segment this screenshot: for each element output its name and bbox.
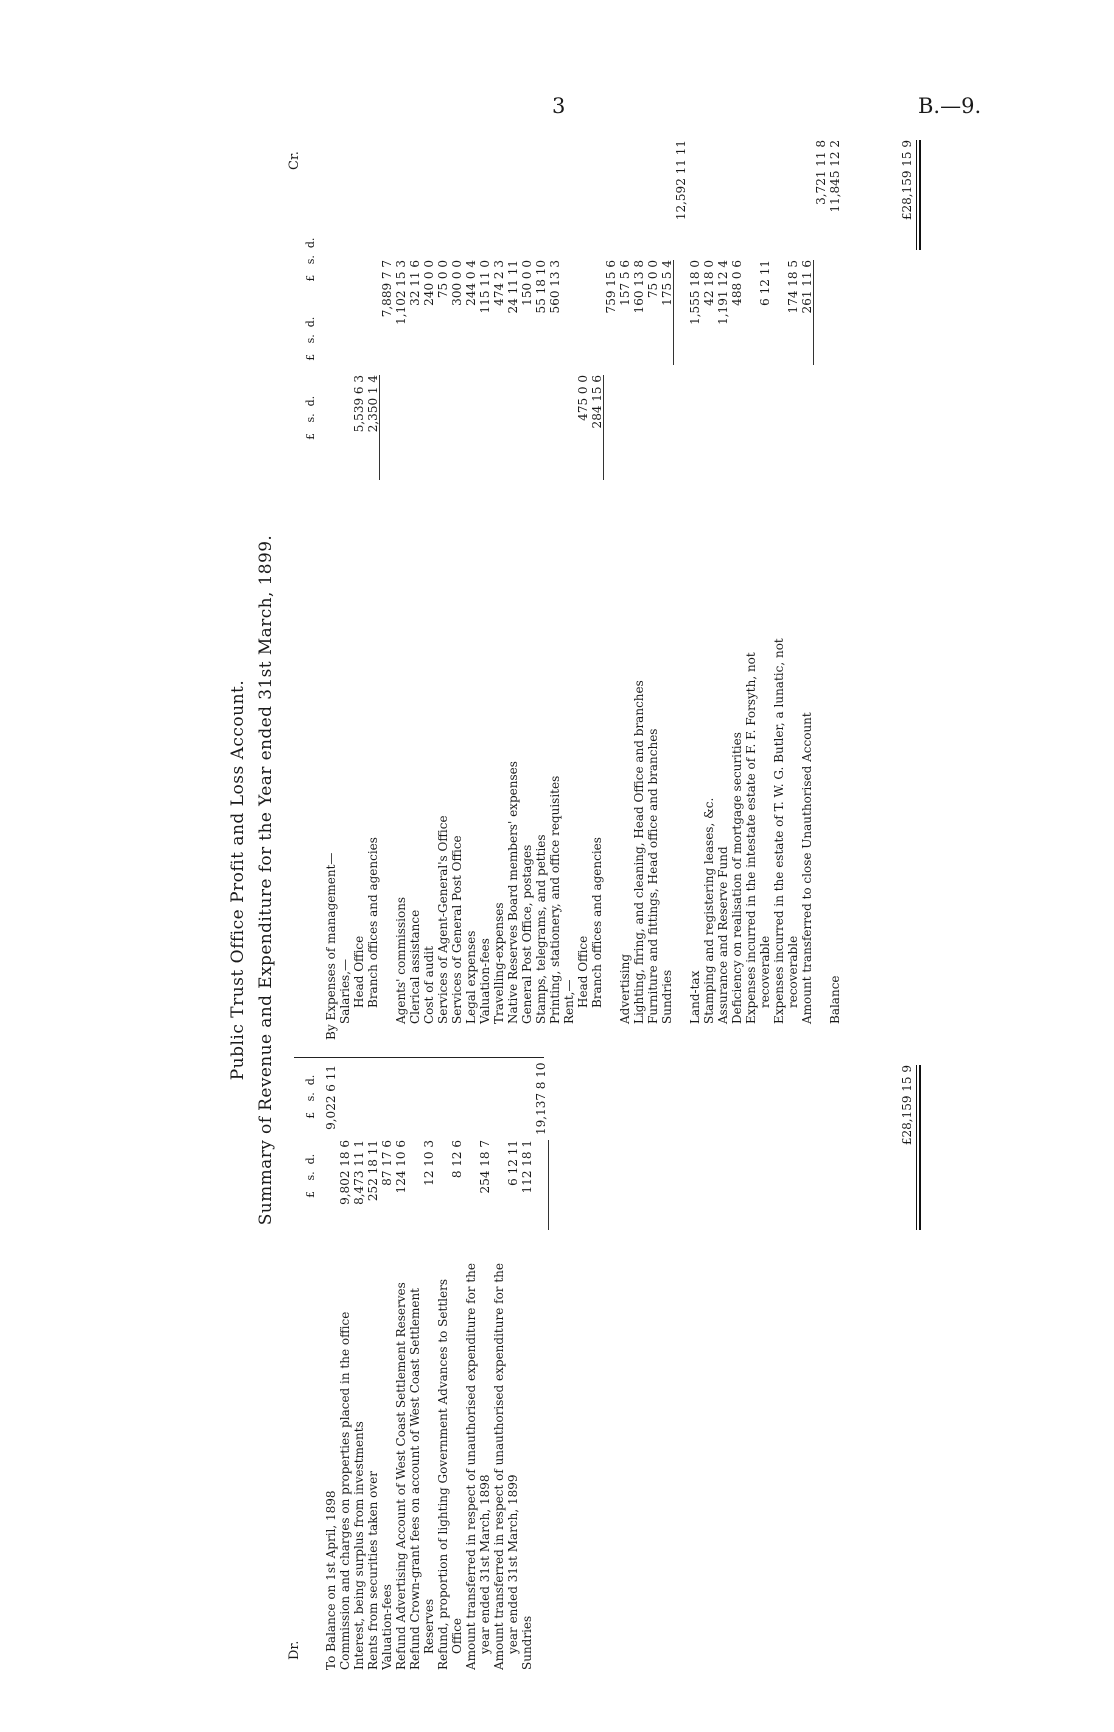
credit-row-amount-c2: 174 18 5 xyxy=(786,260,800,314)
credit-row-amount-c2: 560 13 3 xyxy=(548,260,562,314)
debit-subtotal-rule xyxy=(548,1140,549,1230)
credit-row-label: General Post Office, postages xyxy=(520,844,534,1024)
debit-row-amount-c2: 9,022 6 11 xyxy=(324,1065,338,1130)
credit-row-amount-c2: 240 0 0 xyxy=(422,260,436,306)
credit-row-amount-c3: 12,592 11 11 xyxy=(674,140,688,221)
credit-row xyxy=(716,90,730,1040)
credit-row xyxy=(408,90,422,1040)
debit-row-amount-c1: 87 17 6 xyxy=(380,1140,394,1186)
credit-row xyxy=(814,90,828,1040)
credit-row-label: Furniture and fittings, Head office and branches xyxy=(646,728,660,1024)
credit-row-amount-c2: 1,555 18 0 xyxy=(688,260,702,325)
credit-row-amount-c3: 11,845 12 2 xyxy=(828,140,842,213)
credit-row xyxy=(744,90,758,1040)
credit-row xyxy=(632,90,646,1040)
credit-row xyxy=(646,90,660,1040)
credit-row xyxy=(534,90,548,1040)
debit-row-label: Refund, proportion of lighting Government Advances to Settlers xyxy=(436,1279,450,1670)
debit-row-amount-c1: 8 12 6 xyxy=(450,1140,464,1179)
debit-row xyxy=(506,1070,520,1670)
debit-row xyxy=(422,1070,436,1670)
credit-row-amount-c2: 150 0 0 xyxy=(520,260,534,306)
credit-row xyxy=(422,90,436,1040)
credit-row xyxy=(702,90,716,1040)
debit-row-amount-c1: 252 18 11 xyxy=(366,1140,380,1202)
credit-column-headings: £ s. d. £ s. d. £ s. d. xyxy=(304,237,317,440)
credit-side xyxy=(288,90,928,1040)
credit-row-label: Lighting, firing, and cleaning, Head Office and branches xyxy=(632,680,646,1024)
debit-row-label: Amount transferred in respect of unauthorised expenditure for the xyxy=(464,1263,478,1670)
debit-row-label: Valuation-fees xyxy=(380,1584,394,1670)
credit-row-amount-c3: 3,721 11 8 xyxy=(814,140,828,205)
credit-row xyxy=(828,90,842,1040)
credit-row-amount-c2: 157 5 6 xyxy=(618,260,632,306)
credit-row-amount-c2: 759 15 6 xyxy=(604,260,618,314)
debit-row xyxy=(408,1070,422,1670)
credit-row-label: Services of Agent-General's Office xyxy=(436,815,450,1024)
credit-row xyxy=(604,90,618,1040)
credit-row-amount-c1: 2,350 1 4 xyxy=(366,375,380,433)
debit-row-amount-c1: 8,473 11 1 xyxy=(352,1140,366,1205)
credit-row-label: recoverable xyxy=(786,935,800,1008)
credit-row-amount-c2: 6 12 11 xyxy=(758,260,772,306)
debit-row-amount-c1: 9,802 18 6 xyxy=(338,1140,352,1205)
credit-row-label: Branch offices and agencies xyxy=(590,837,604,1008)
credit-row xyxy=(800,90,814,1040)
credit-row xyxy=(758,90,772,1040)
credit-row-label: Rent,— xyxy=(562,979,576,1024)
credit-row-label: Legal expenses xyxy=(464,930,478,1024)
credit-row-label: Salaries,— xyxy=(338,958,352,1024)
debit-row-amount-c1: 124 10 6 xyxy=(394,1140,408,1194)
debit-row-label: Interest, being surplus from investments xyxy=(352,1421,366,1670)
debit-row-label: Rents from securities taken over xyxy=(366,1470,380,1670)
debit-row xyxy=(450,1070,464,1670)
debit-row-amount-c2: 19,137 8 10 xyxy=(534,1062,548,1135)
debit-row xyxy=(520,1070,534,1670)
credit-row xyxy=(730,90,744,1040)
credit-row-amount-c2: 24 11 11 xyxy=(506,260,520,314)
debit-row-label: Refund Crown-grant fees on account of West Coast Settlement xyxy=(408,1288,422,1670)
credit-row-label: Deficiency on realisation of mortgage securities xyxy=(730,732,744,1024)
credit-row xyxy=(688,90,702,1040)
credit-row-amount-c2: 75 0 0 xyxy=(646,260,660,299)
credit-row-amount-c1: 5,539 6 3 xyxy=(352,375,366,433)
document-subtitle: Summary of Revenue and Expenditure for the Year ended 31st March, 1899. xyxy=(256,534,276,1226)
credit-other-rule xyxy=(813,260,814,365)
credit-row xyxy=(492,90,506,1040)
credit-row-label: Agents' commissions xyxy=(394,896,408,1024)
credit-row xyxy=(548,90,562,1040)
credit-total: £28,159 15 9 xyxy=(900,140,914,221)
debit-row xyxy=(324,1065,338,1670)
account-statement xyxy=(228,60,928,1700)
credit-row xyxy=(338,90,352,1040)
debit-row xyxy=(394,1070,408,1670)
page-number: 3 xyxy=(552,94,566,118)
page-reference: B.—9. xyxy=(918,94,982,118)
credit-management-rule xyxy=(673,260,674,365)
credit-row-amount-c2: 175 5 4 xyxy=(660,260,674,306)
credit-row xyxy=(772,90,786,1040)
credit-row-label: Sundries xyxy=(660,969,674,1024)
credit-row-amount-c2: 261 11 6 xyxy=(800,260,814,314)
credit-row xyxy=(506,90,520,1040)
credit-row xyxy=(394,90,408,1040)
debit-heading: Dr. xyxy=(287,1640,302,1660)
credit-row-label: Advertising xyxy=(618,953,632,1024)
credit-row xyxy=(618,90,632,1040)
debit-row-label: Refund Advertising Account of West Coast Settlement Reserves xyxy=(394,1282,408,1670)
credit-row-amount-c2: 160 13 8 xyxy=(632,260,646,314)
debit-row xyxy=(366,1070,380,1670)
credit-row xyxy=(576,90,590,1040)
credit-row xyxy=(674,90,688,1040)
document-title: Public Trust Office Profit and Loss Account. xyxy=(228,679,248,1081)
debit-row xyxy=(436,1070,450,1670)
debit-row-amount-c1: 12 10 3 xyxy=(422,1140,436,1186)
debit-row-label: Amount transferred in respect of unauthorised expenditure for the xyxy=(492,1263,506,1670)
credit-row-amount-c2: 55 18 10 xyxy=(534,260,548,314)
credit-row-label: Stamping and registering leases, &c. xyxy=(702,797,716,1024)
credit-row xyxy=(450,90,464,1040)
credit-total-rule xyxy=(916,140,921,250)
credit-row-label: Amount transferred to close Unauthorised Account xyxy=(800,712,814,1024)
credit-row xyxy=(366,90,380,1040)
credit-row-label: Head Office xyxy=(576,935,590,1008)
credit-row-label: Assurance and Reserve Fund xyxy=(716,846,730,1024)
credit-row-label: Services of General Post Office xyxy=(450,835,464,1024)
debit-row-label: year ended 31st March, 1899 xyxy=(506,1474,520,1654)
debit-row-label: To Balance on 1st April, 1898 xyxy=(324,1490,338,1670)
credit-row-label: Cost of audit xyxy=(422,946,436,1024)
credit-row xyxy=(562,90,576,1040)
debit-total-rule xyxy=(916,1065,921,1230)
credit-row-amount-c2: 115 11 0 xyxy=(478,260,492,314)
credit-row-amount-c2: 42 18 0 xyxy=(702,260,716,306)
debit-side xyxy=(287,1062,928,1670)
debit-row-label: Reserves xyxy=(422,1598,436,1654)
column-divider xyxy=(294,1057,544,1058)
credit-row-amount-c2: 300 0 0 xyxy=(450,260,464,306)
credit-heading: Cr. xyxy=(287,151,302,170)
credit-salaries-rule xyxy=(379,375,380,480)
debit-column-headings: £ s. d. £ s. d. xyxy=(304,1074,317,1198)
credit-row-label: Expenses incurred in the intestate estate of F. F. Forsyth, not xyxy=(744,652,758,1024)
debit-row xyxy=(380,1070,394,1670)
credit-row-label: Clerical assistance xyxy=(408,909,422,1024)
credit-row-label: recoverable xyxy=(758,935,772,1008)
credit-row-label: Printing, stationery, and office requisites xyxy=(548,775,562,1024)
debit-row-label: year ended 31st March, 1898 xyxy=(478,1474,492,1654)
debit-row-amount-c1: 112 18 1 xyxy=(520,1140,534,1194)
credit-row-amount-c2: 1,102 15 3 xyxy=(394,260,408,325)
debit-row-label: Sundries xyxy=(520,1615,534,1670)
credit-row xyxy=(786,90,800,1040)
debit-row xyxy=(338,1070,352,1670)
credit-row-amount-c2: 1,191 12 4 xyxy=(716,260,730,325)
debit-total: £28,159 15 9 xyxy=(900,1065,914,1146)
credit-row-amount-c2: 474 2 3 xyxy=(492,260,506,306)
credit-row-label: Branch offices and agencies xyxy=(366,837,380,1008)
debit-row-amount-c1: 254 18 7 xyxy=(478,1140,492,1194)
debit-row xyxy=(478,1070,492,1670)
credit-row xyxy=(352,90,366,1040)
credit-row xyxy=(436,90,450,1040)
debit-row-label: Commission and charges on properties placed in the office xyxy=(338,1311,352,1670)
credit-row xyxy=(590,90,604,1040)
credit-row-amount-c2: 488 0 6 xyxy=(730,260,744,306)
credit-row-label: Expenses incurred in the estate of T. W. G. Butler, a lunatic, not xyxy=(772,638,786,1024)
credit-row xyxy=(660,90,674,1040)
credit-row-label: Valuation-fees xyxy=(478,938,492,1024)
credit-row-amount-c2: 244 0 4 xyxy=(464,260,478,306)
credit-row xyxy=(380,90,394,1040)
credit-rent-rule xyxy=(603,375,604,480)
credit-row-label: Land-tax xyxy=(688,970,702,1024)
debit-row xyxy=(352,1070,366,1670)
credit-row-amount-c2: 32 11 6 xyxy=(408,260,422,306)
credit-row-label: By Expenses of management— xyxy=(324,852,338,1040)
credit-row-amount-c2: 75 0 0 xyxy=(436,260,450,299)
credit-row-label: Head Office xyxy=(352,935,366,1008)
credit-row-label: Stamps, telegrams, and petties xyxy=(534,834,548,1024)
credit-row-label: Native Reserves Board members' expenses xyxy=(506,761,520,1024)
credit-row-amount-c1: 284 15 6 xyxy=(590,375,604,429)
credit-row xyxy=(464,90,478,1040)
debit-row xyxy=(464,1070,478,1670)
credit-row-label: Travelling-expenses xyxy=(492,902,506,1024)
debit-row-amount-c1: 6 12 11 xyxy=(506,1140,520,1186)
credit-row xyxy=(478,90,492,1040)
credit-row xyxy=(520,90,534,1040)
credit-row-amount-c2: 7,889 7 7 xyxy=(380,260,394,318)
debit-row xyxy=(492,1070,506,1670)
debit-row-label: Office xyxy=(450,1617,464,1654)
debit-row xyxy=(534,1062,548,1670)
credit-row-label: Balance xyxy=(828,975,842,1024)
credit-row xyxy=(324,90,338,1040)
credit-row-amount-c1: 475 0 0 xyxy=(576,375,590,421)
